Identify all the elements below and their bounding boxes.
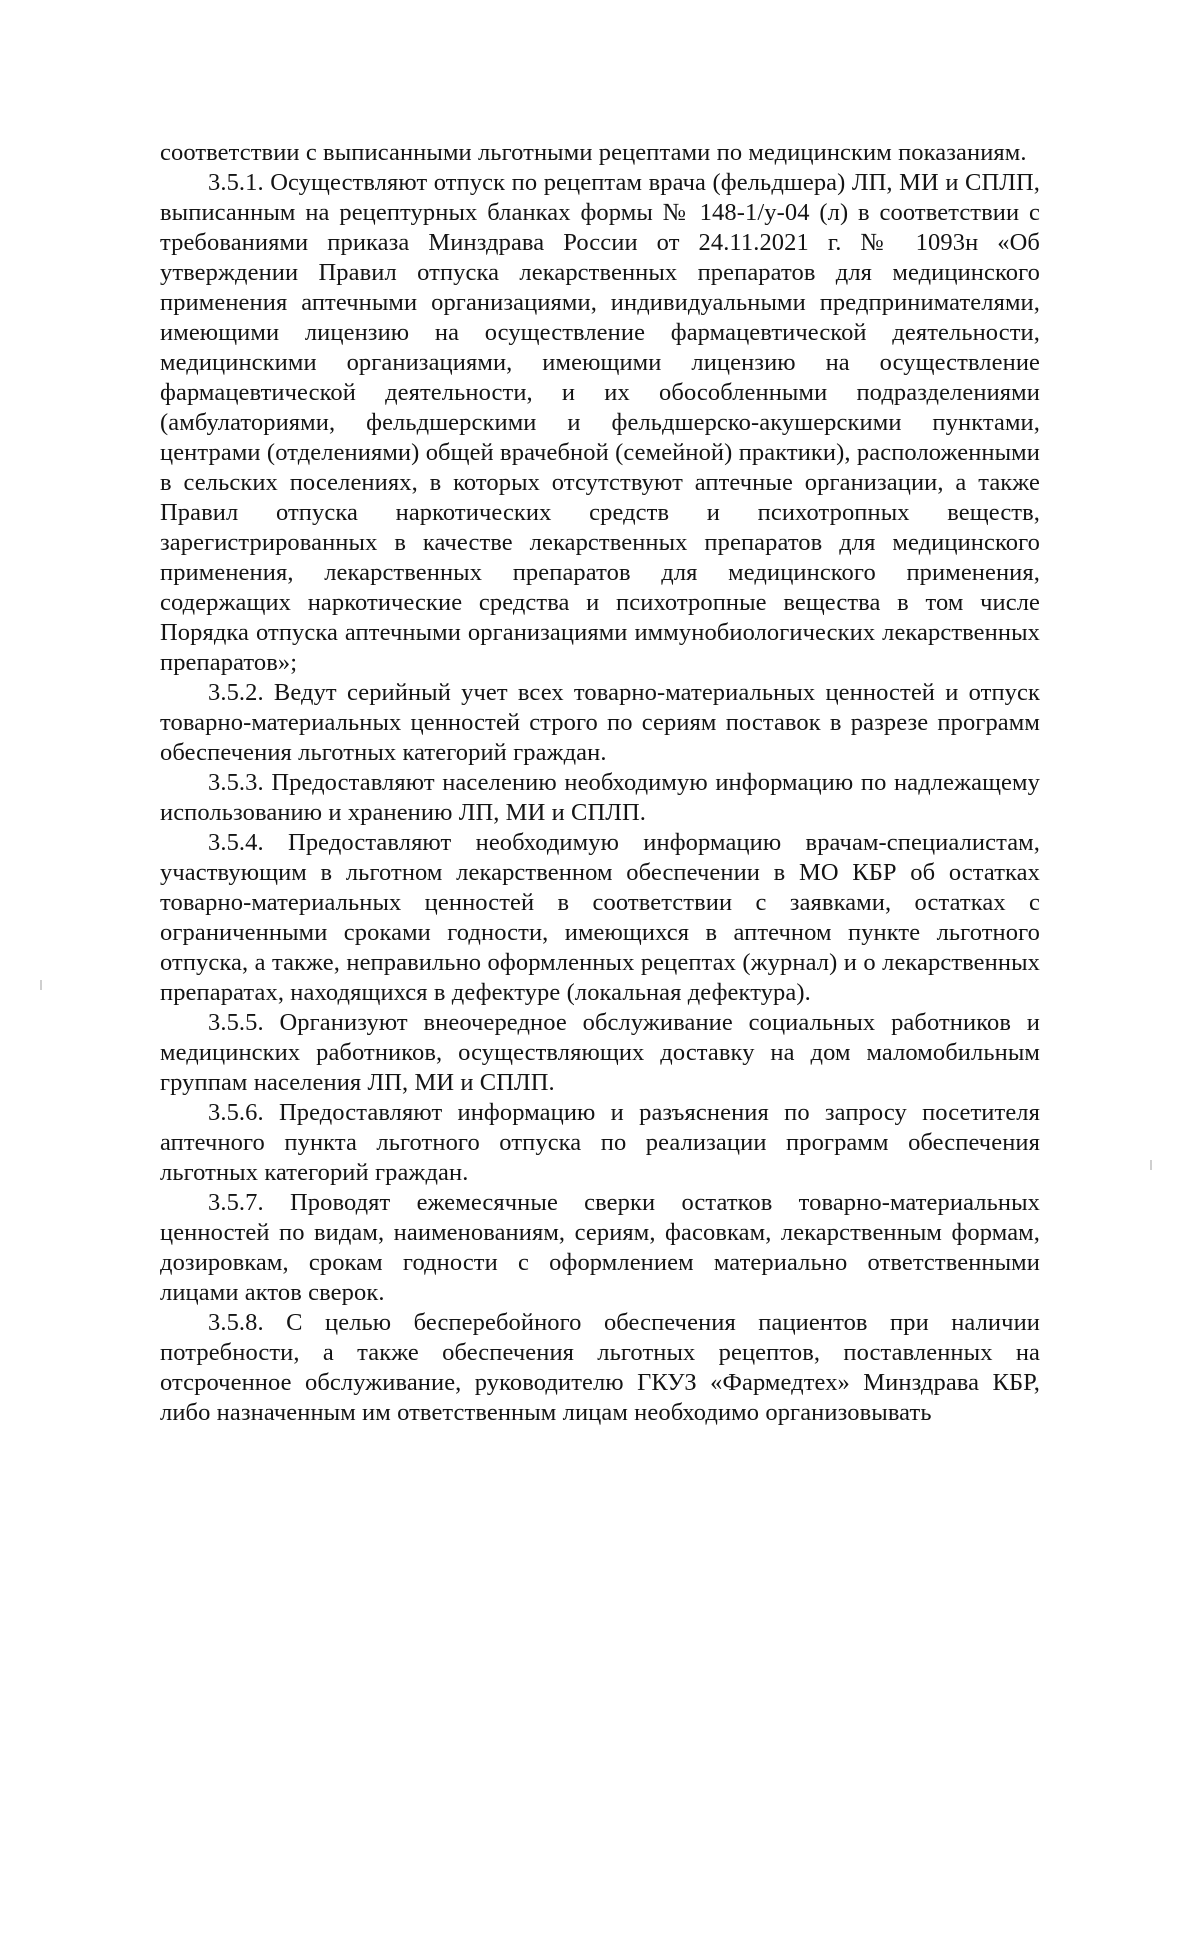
document-body (160, 138, 1040, 1428)
paragraph-3-5-4: 3.5.4. Предоставляют необходимую информацию врачам-специалистам, участвующим в льготном лекарственном обеспечении в МО КБР об остатках товарно-материальных ценностей в соответствии с заявками, остатках с ограниченными сроками годности, имеющихся в аптечном пункте льготного отпуска, а также, неправильно оформленных рецептах (журнал) и о лекарственных препаратах, находящихся в дефектуре (локальная дефектура). (160, 829, 1040, 1006)
paragraph-3-5-6: 3.5.6. Предоставляют информацию и разъяснения по запросу посетителя аптечного пункта льготного отпуска по реализации программ обеспечения льготных категорий граждан. (160, 1099, 1040, 1186)
paragraph-3-5-1: 3.5.1. Осуществляют отпуск по рецептам врача (фельдшера) ЛП, МИ и СПЛП, выписанным на рецептурных бланках формы № 148-1/у-04 (л) в соответствии с требованиями приказа Минздрава России от 24.11.2021 г. № 1093н «Об утверждении Правил отпуска лекарственных препаратов для медицинского применения аптечными организациями, индивидуальными предпринимателями, имеющими лицензию на осуществление фармацевтической деятельности, медицинскими организациями, имеющими лицензию на осуществление фармацевтической деятельности, и их обособленными подразделениями (амбулаториями, фельдшерскими и фельдшерско-акушерскими пунктами, центрами (отделениями) общей врачебной (семейной) практики), расположенными в сельских поселениях, в которых отсутствуют аптечные организации, а также Правил отпуска наркотических средств и психотропных веществ, зарегистрированных в качестве лекарственных препаратов для медицинского применения, лекарственных препаратов для медицинского применения, содержащих наркотические средства и психотропные вещества в том числе Порядка отпуска аптечными организациями иммунобиологических лекарственных препаратов»; (160, 169, 1040, 676)
paragraph-3-5-2: 3.5.2. Ведут серийный учет всех товарно-материальных ценностей и отпуск товарно-материальных ценностей строго по сериям поставок в разрезе программ обеспечения льготных категорий граждан. (160, 679, 1040, 766)
paragraph-3-5-5: 3.5.5. Организуют внеочередное обслуживание социальных работников и медицинских работников, осуществляющих доставку на дом маломобильным группам населения ЛП, МИ и СПЛП. (160, 1009, 1040, 1096)
paragraph-3-5-7: 3.5.7. Проводят ежемесячные сверки остатков товарно-материальных ценностей по видам, наименованиям, сериям, фасовкам, лекарственным формам, дозировкам, срокам годности с оформлением материально ответственными лицами актов сверок. (160, 1189, 1040, 1306)
scan-artifact (1150, 1160, 1152, 1170)
paragraph-continuation: соответствии с выписанными льготными рецептами по медицинским показаниям. (160, 139, 1027, 166)
scan-artifact (40, 980, 42, 990)
paragraph-3-5-3: 3.5.3. Предоставляют населению необходимую информацию по надлежащему использованию и хранению ЛП, МИ и СПЛП. (160, 769, 1040, 826)
paragraph-3-5-8: 3.5.8. С целью бесперебойного обеспечения пациентов при наличии потребности, а также обеспечения льготных рецептов, поставленных на отсроченное обслуживание, руководителю ГКУЗ «Фармедтех» Минздрава КБР, либо назначенным им ответственным лицам необходимо организовывать (160, 1309, 1040, 1426)
